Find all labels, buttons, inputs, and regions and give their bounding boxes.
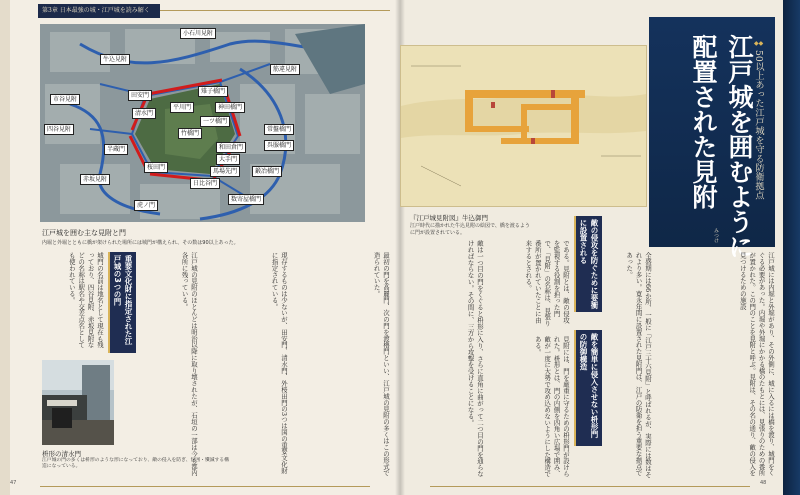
map-label: 小石川見附: [180, 28, 216, 39]
map-label: 竹橋門: [178, 128, 202, 139]
footer-rule: [430, 486, 750, 487]
body-column: 江戸城の見附のほとんどは明治以降に取り壊されたが、石垣の一部は今も都内各所に残っている。: [180, 252, 198, 476]
page-title: [685, 34, 757, 259]
callout-heading: 重要文化財に指定された江戸城の3つの門: [108, 252, 136, 353]
drawing-caption-text: 江戸時代に描かれた牛込見附の絵図で、橋を渡るように門が設置されている。: [410, 223, 530, 236]
body-column: 現存するものは少ないが、田安門、清水門、外桜田門の3つは国の重要文化財に指定されている。: [270, 252, 288, 474]
map-label: 数寄屋橋門: [228, 194, 264, 205]
aerial-map: [40, 24, 365, 222]
map-label: 馬場先門: [210, 166, 240, 177]
historical-drawing: [400, 45, 647, 207]
title-line-1: 江戸城を囲むように: [725, 34, 754, 259]
map-label: 田安門: [128, 90, 152, 101]
top-rule: [160, 10, 390, 11]
photo-caption-text: 江戸城の門の多くは枡形のような形になっており、敵の侵入を防ぎ、包囲・殲滅する構造になっている。: [42, 458, 229, 470]
drawing-graphic: [401, 46, 646, 206]
title-ruby: みつけ: [713, 228, 719, 243]
map-label: 常盤橋門: [264, 124, 294, 135]
chapter-label: 第3章 日本最強の城・江戸城を読み解く: [38, 4, 160, 18]
body-column: 最初の門を高麗門、次の門を渡櫓門といい、江戸城の見附の多くはこの形式で造られていた。: [372, 252, 390, 476]
map-label: 赤坂見附: [80, 174, 110, 185]
body-column: 敵は一つ目の門をくぐると枡形に入り、さらに直角に曲がって二つ目の門を通らなければならない。その間に、三方から攻撃を受けることになる。: [466, 240, 484, 477]
map-label: 日比谷門: [190, 178, 220, 189]
photo-caption-title: 枡形の清水門: [42, 450, 81, 458]
body-column: 全盛期には66か所、一般に「江戸三十六見附」と呼ばれるが、実際には数はそれより多い。寛永年間に設置された見附門は、江戸の防衛を担う重要な拠点であった。: [625, 252, 652, 478]
drawing-caption-title: 『江戸城見附図』牛込御門: [410, 214, 488, 222]
map-label: 四谷見附: [44, 124, 74, 135]
map-label: 市谷見附: [50, 94, 80, 105]
map-label: 半蔵門: [104, 144, 128, 155]
map-label: 大手門: [216, 154, 240, 165]
map-label: 平川門: [170, 102, 194, 113]
map-label: 牛込見附: [100, 54, 130, 65]
map-label: 筋違見附: [270, 64, 300, 75]
body-column: 見附には、門を厳重に守るための枡形門が設けられた。枡形とは、門の内側を四角い広場で囲み、敵が一度に大勢で攻め込めないようにした構造である。: [533, 336, 570, 477]
body-column: である。見附とは、敵の侵攻を監視する役割を担った門で、「見附」の名称は、見張り番所が置かれていたことに由来するとされる。: [524, 240, 570, 327]
ornament-icon: ◆◆: [754, 40, 764, 47]
map-label: 神田橋門: [215, 102, 245, 113]
page-number-right: 48: [760, 480, 767, 486]
body-column: 江戸城には内堀と外堀があり、その外側に、城に入るには橋を渡り、城門をくぐる必要があった。内堀や外堀にかかる橋のたもとには、見張りのための番所が置かれた。この門のことを見附と呼ぶ。見附は、その名の通り、敵の侵入を見つけるための施設: [738, 252, 775, 476]
left-page-edge: [0, 0, 10, 495]
map-label: 一ツ橋門: [200, 116, 230, 127]
map-label: 虎ノ門: [134, 200, 158, 211]
map-label: 雉子橋門: [198, 86, 228, 97]
right-page-edge: [783, 0, 800, 495]
footer-rule: [40, 486, 370, 487]
map-label: 呉服橋門: [264, 140, 294, 151]
map-caption-text: 内堀と外堀とともに橋が架けられた場所には城門が構えられ、その数は90以上あった。: [42, 240, 239, 246]
page-number-left: 47: [10, 480, 17, 486]
map-label: 鍛冶橋門: [252, 166, 282, 177]
callout-heading: 敵の侵攻を防ぐために要衝に設置される: [574, 216, 602, 312]
map-caption-title: 江戸城を囲む主な見附と門: [42, 229, 126, 237]
title-line-2: 配置された見附: [689, 34, 718, 209]
photo-graphic: [42, 360, 114, 445]
gate-photo: [42, 360, 114, 445]
page-subtitle: 50以上あった江戸城を守る防衛拠点: [753, 50, 764, 200]
callout-heading: 敵を簡単に侵入させない枡形門の防御構造: [574, 330, 602, 446]
map-label: 和田倉門: [216, 142, 246, 153]
map-label: 桜田門: [144, 162, 168, 173]
map-label: 清水門: [132, 108, 156, 119]
body-column: 城門の名前は地名として現在も残っており、四谷見附、赤坂見附などの名称は駅名や交差点名としても使われている。: [67, 252, 104, 348]
